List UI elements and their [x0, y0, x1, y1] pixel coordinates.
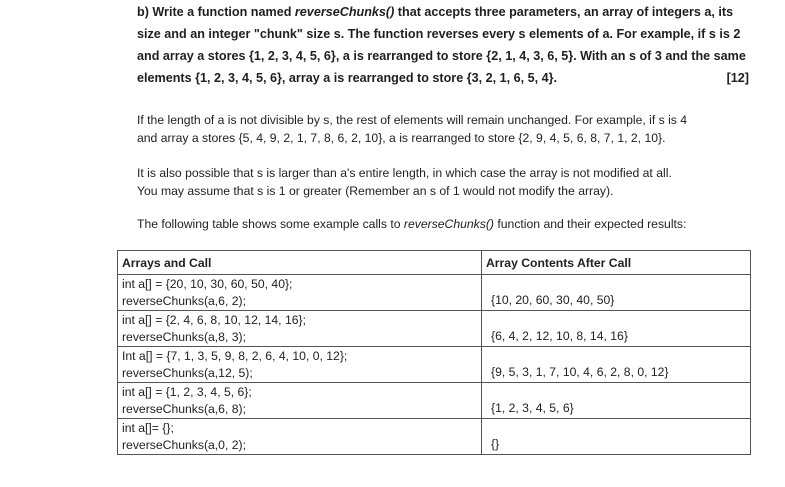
result-cell: {6, 4, 2, 12, 10, 8, 14, 16} — [482, 311, 751, 347]
question-text — [137, 1, 749, 89]
array-and-call-cell — [118, 275, 482, 311]
paragraph-line: You may assume that s is 1 or greater (Remember an s of 1 would not modify the array). — [137, 184, 614, 198]
array-declaration: int a[] = {20, 10, 30, 60, 50, 40}; — [122, 277, 293, 291]
example-calls-table — [117, 250, 751, 455]
result-cell: {} — [482, 419, 751, 455]
function-call: reverseChunks(a,6, 2); — [122, 294, 246, 308]
table-row — [118, 311, 751, 347]
array-declaration: int a[] = {1, 2, 3, 4, 5, 6}; — [122, 385, 252, 399]
function-call: reverseChunks(a,6, 8); — [122, 402, 246, 416]
function-name: reverseChunks() — [294, 5, 395, 19]
question-line-1: b) Write a function named reverseChunks() that accepts three parameters, an array of integers a, its — [137, 5, 734, 19]
array-declaration: Int a[] = {7, 1, 3, 5, 9, 8, 2, 6, 4, 10, 0, 12}; — [122, 349, 348, 363]
column-header-results: Array Contents After Call — [482, 251, 751, 275]
table-row — [118, 275, 751, 311]
function-call: reverseChunks(a,12, 5); — [122, 366, 253, 380]
paragraph-line: If the length of a is not divisible by s, the rest of elements will remain unchanged. For example, if s is 4 — [137, 113, 688, 127]
table-row — [118, 347, 751, 383]
result-cell: {1, 2, 3, 4, 5, 6} — [482, 383, 751, 419]
paragraph-divisibility — [137, 111, 757, 147]
table-row — [118, 383, 751, 419]
array-declaration: int a[]= {}; — [122, 421, 174, 435]
paragraph-line: The following table shows some example calls to reverseChunks() function and their expected results: — [137, 217, 687, 231]
table-header-row — [118, 251, 751, 275]
marks-label: [12] — [726, 71, 749, 85]
array-and-call-cell — [118, 347, 482, 383]
question-line-2: size and an integer "chunk" size s. The function reverses every s elements of a. For example, if s is 2 — [137, 27, 741, 41]
function-call: reverseChunks(a,8, 3); — [122, 330, 246, 344]
question-line-4: elements {1, 2, 3, 4, 5, 6}, array a is rearranged to store {3, 2, 1, 6, 5, 4}. — [137, 71, 558, 85]
table-row — [118, 419, 751, 455]
function-name: reverseChunks() — [403, 217, 494, 231]
question-line-3: and array a stores {1, 2, 3, 4, 5, 6}, a is rearranged to store {2, 1, 4, 3, 6, 5}. With an s of 3 and the same — [137, 49, 746, 63]
array-and-call-cell — [118, 419, 482, 455]
column-header-arrays: Arrays and Call — [118, 251, 482, 275]
array-and-call-cell — [118, 311, 482, 347]
function-call: reverseChunks(a,0, 2); — [122, 438, 246, 452]
paragraph-line: and array a stores {5, 4, 9, 2, 1, 7, 8, 6, 2, 10}, a is rearranged to store {2, 9, 4, 5, 6, 8, 7, 1, 2, 10}. — [137, 131, 666, 145]
result-cell: {10, 20, 60, 30, 40, 50} — [482, 275, 751, 311]
result-cell: {9, 5, 3, 1, 7, 10, 4, 6, 2, 8, 0, 12} — [482, 347, 751, 383]
paragraph-line: It is also possible that s is larger than a's entire length, in which case the array is not modified at all. — [137, 166, 672, 180]
paragraph-table-intro — [137, 215, 757, 233]
paragraph-larger-chunk — [137, 164, 757, 200]
array-declaration: int a[] = {2, 4, 6, 8, 10, 12, 14, 16}; — [122, 313, 306, 327]
array-and-call-cell — [118, 383, 482, 419]
